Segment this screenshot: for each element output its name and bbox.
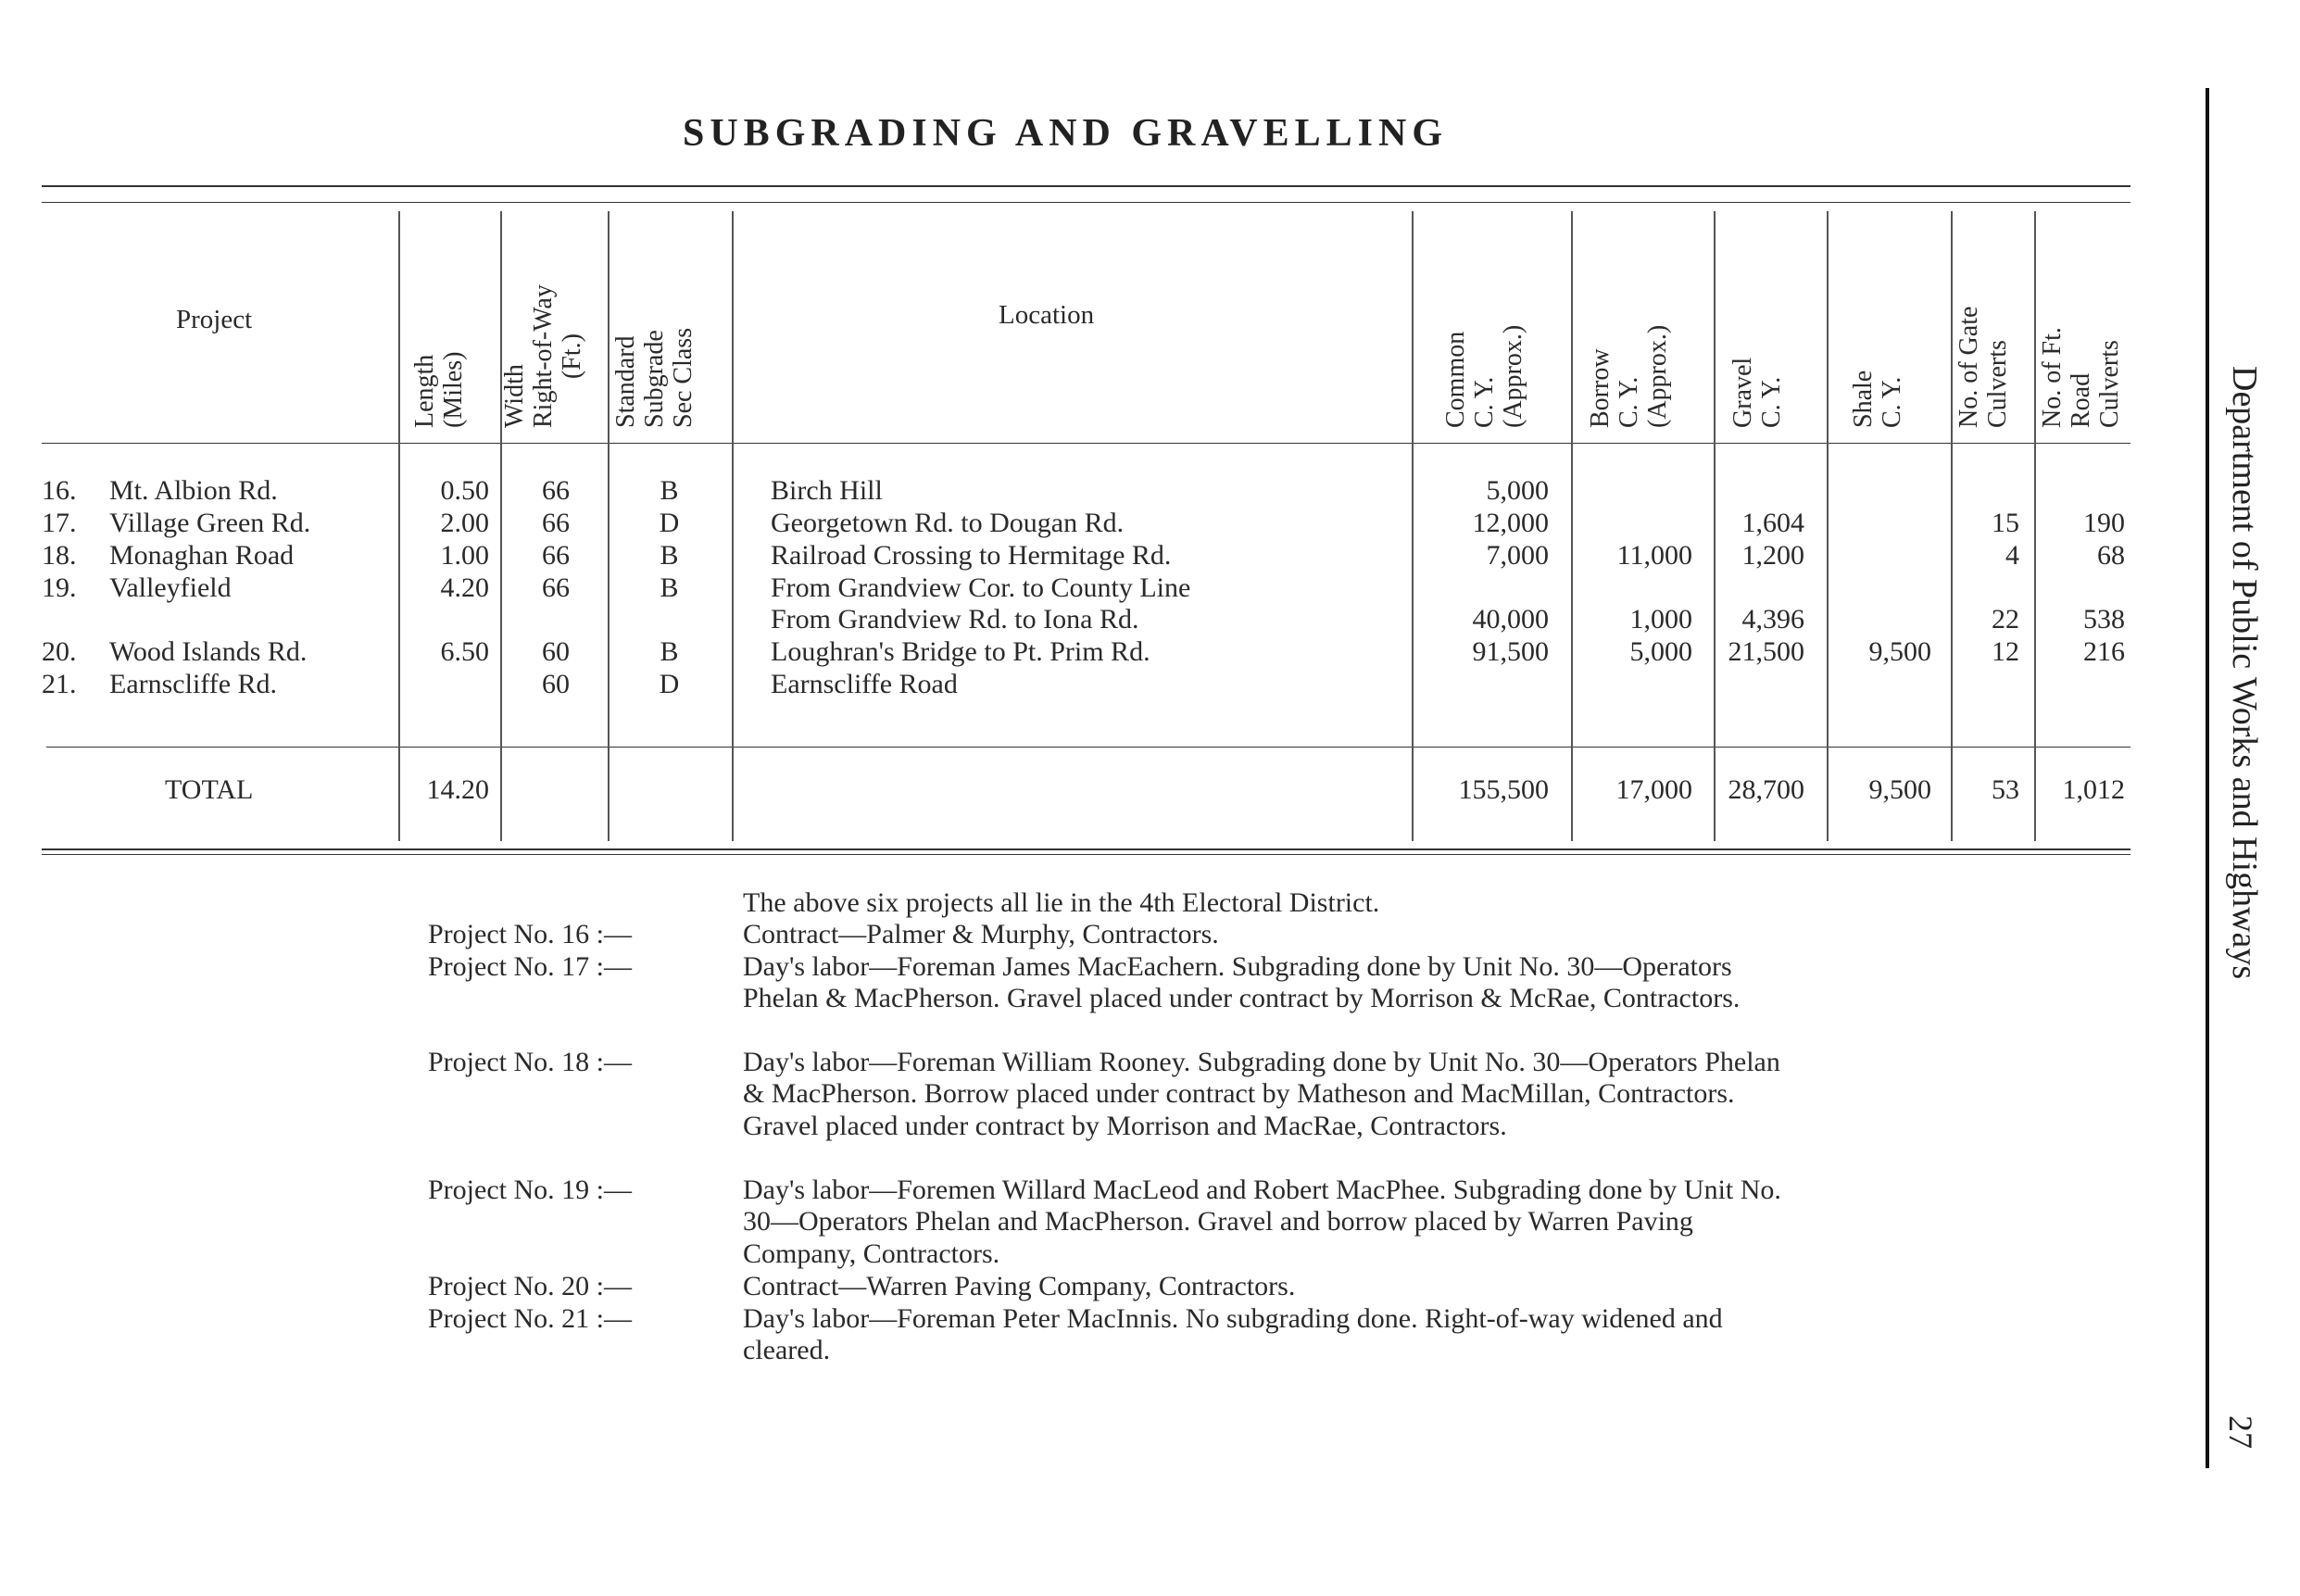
row-number: 17. [42, 508, 77, 538]
total-common: 155,500 [1458, 774, 1549, 805]
header-gate-culverts: No. of Gate Culverts [1954, 306, 2012, 428]
note-text: Day's labor—Foreman James MacEachern. Subgrading done by Unit No. 30—Operators Phelan & MacPherson. Gravel placed under contract by Morrison & McRae, Contractors. [743, 951, 1741, 1014]
length-value: 0.50 [440, 475, 489, 506]
header-location: Location [999, 300, 1095, 330]
table-bottom-rule [42, 848, 2130, 850]
row-number: 21. [42, 669, 77, 699]
header-road-culverts: No. of Ft. Road Culverts [2038, 327, 2124, 428]
column-divider [2034, 211, 2036, 841]
width-value: 66 [542, 540, 570, 571]
column-divider [1827, 211, 1829, 841]
header-shale: Shale C. Y. [1849, 370, 1906, 428]
gravel-value: 21,500 [1728, 636, 1804, 667]
class-value: B [660, 540, 679, 571]
note-label: Project No. 16 :— [428, 919, 632, 949]
header-gravel: Gravel C. Y. [1728, 357, 1786, 428]
road-culverts-value: 190 [2083, 508, 2125, 538]
road-culverts-value: 216 [2083, 636, 2125, 667]
table-top-rule [42, 185, 2130, 187]
location-value: Loughran's Bridge to Pt. Prim Rd. [771, 636, 1150, 667]
class-value: D [659, 508, 680, 538]
row-number: 19. [42, 572, 77, 603]
shale-value: 9,500 [1868, 636, 1931, 667]
total-road-culverts: 1,012 [2062, 774, 2125, 805]
table-top-rule-2 [42, 202, 2130, 203]
total-length: 14.20 [426, 774, 489, 805]
common-value: 40,000 [1472, 604, 1549, 635]
common-value: 5,000 [1486, 475, 1549, 506]
road-culverts-value: 538 [2083, 604, 2125, 635]
borrow-value: 11,000 [1616, 540, 1692, 571]
class-value: B [660, 572, 679, 603]
total-label: TOTAL [165, 774, 254, 805]
total-gate-culverts: 53 [1992, 774, 2019, 805]
note-label: Project No. 17 :— [428, 951, 632, 982]
location-value: Birch Hill [771, 475, 883, 506]
project-name: Valleyfield [109, 572, 232, 603]
width-value: 60 [542, 669, 570, 699]
gravel-value: 4,396 [1741, 604, 1804, 635]
common-value: 91,500 [1472, 636, 1549, 667]
common-value: 12,000 [1472, 508, 1549, 538]
note-text: Day's labor—Foremen Willard MacLeod and Robert MacPhee. Subgrading done by Unit No. 30—Operators Phelan and MacPherson. Gravel and borrow placed by Warren Paving Company, Contractors. [743, 1175, 1781, 1269]
length-value: 2.00 [440, 508, 489, 538]
header-width: Width Right-of-Way (Ft.) [500, 284, 586, 428]
width-value: 60 [542, 636, 570, 667]
gate-culverts-value: 4 [2005, 540, 2019, 571]
header-common: Common C. Y. (Approx.) [1441, 324, 1527, 428]
note-text: Contract—Palmer & Murphy, Contractors. [743, 919, 1219, 949]
borrow-value: 1,000 [1629, 604, 1692, 635]
project-name: Mt. Albion Rd. [109, 475, 278, 506]
project-name: Monaghan Road [109, 540, 295, 571]
note-label: Project No. 21 :— [428, 1303, 632, 1334]
note-label: Project No. 19 :— [428, 1175, 632, 1205]
gate-culverts-value: 12 [1992, 636, 2019, 667]
class-value: B [660, 475, 679, 506]
note-label: Project No. 20 :— [428, 1271, 632, 1301]
table-bottom-rule-2 [42, 854, 2130, 855]
road-culverts-value: 68 [2097, 540, 2125, 571]
total-top-rule [46, 747, 2130, 748]
class-value: B [660, 636, 679, 667]
header-project: Project [176, 305, 253, 334]
total-borrow: 17,000 [1615, 774, 1692, 805]
column-divider [398, 211, 400, 841]
binding-rule [2206, 88, 2209, 1468]
total-shale: 9,500 [1868, 774, 1931, 805]
location-value: From Grandview Cor. to County Line [771, 572, 1191, 603]
borrow-value: 5,000 [1629, 636, 1692, 667]
column-divider [1412, 211, 1414, 841]
width-value: 66 [542, 508, 570, 538]
header-length: Length (Miles) [410, 351, 468, 428]
notes-intro: The above six projects all lie in the 4th Electoral District. [743, 887, 1380, 918]
project-name: Earnscliffe Rd. [109, 669, 278, 699]
location-value: Railroad Crossing to Hermitage Rd. [771, 540, 1172, 571]
location-value: Earnscliffe Road [771, 669, 958, 699]
note-text: Day's labor—Foreman William Rooney. Subgrading done by Unit No. 30—Operators Phelan & MacPherson. Borrow placed under contract by Matheson and MacMillan, Contractors. Gravel placed under contract by Morrison and MacRae, Contractors. [743, 1047, 1780, 1141]
length-value: 4.20 [440, 572, 489, 603]
running-header: Department of Public Works and Highways [2225, 366, 2264, 980]
class-value: D [659, 669, 680, 699]
row-number: 18. [42, 540, 77, 571]
header-subgrade-class: Standard Subgrade Sec Class [611, 327, 698, 428]
common-value: 7,000 [1486, 540, 1549, 571]
gravel-value: 1,604 [1741, 508, 1804, 538]
header-bottom-rule [42, 443, 2130, 444]
row-number: 16. [42, 475, 77, 506]
gate-culverts-value: 15 [1992, 508, 2019, 538]
width-value: 66 [542, 572, 570, 603]
length-value: 1.00 [440, 540, 489, 571]
location-value: Georgetown Rd. to Dougan Rd. [771, 508, 1125, 538]
total-gravel: 28,700 [1728, 774, 1804, 805]
column-divider [732, 211, 734, 841]
header-borrow: Borrow C. Y. (Approx.) [1586, 324, 1672, 428]
width-value: 66 [542, 475, 570, 506]
column-divider [608, 211, 610, 841]
note-label: Project No. 18 :— [428, 1047, 632, 1077]
column-divider [1571, 211, 1573, 841]
project-name: Village Green Rd. [109, 508, 311, 538]
gravel-value: 1,200 [1741, 540, 1804, 571]
note-text: Day's labor—Foreman Peter MacInnis. No subgrading done. Right-of-way widened and cleared. [743, 1303, 1723, 1366]
column-divider [1951, 211, 1953, 841]
project-name: Wood Islands Rd. [109, 636, 308, 667]
page-title: SUBGRADING AND GRAVELLING [682, 112, 1449, 155]
page-number: 27 [2222, 1415, 2259, 1449]
gate-culverts-value: 22 [1992, 604, 2019, 635]
location-value: From Grandview Rd. to Iona Rd. [771, 604, 1139, 635]
note-text: Contract—Warren Paving Company, Contractors. [743, 1271, 1296, 1301]
length-value: 6.50 [440, 636, 489, 667]
row-number: 20. [42, 636, 77, 667]
